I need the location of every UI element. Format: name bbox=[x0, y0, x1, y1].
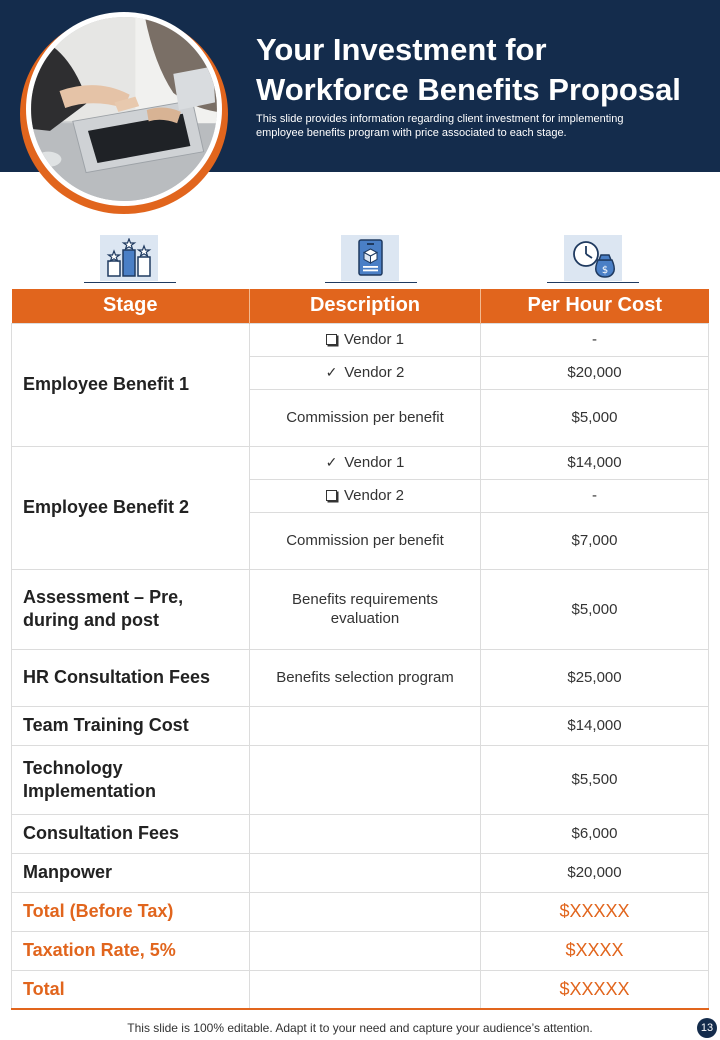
stage-cell bbox=[12, 569, 250, 649]
vendor-label: Vendor 1 bbox=[343, 331, 405, 348]
checkbox-unchecked-icon bbox=[326, 490, 337, 501]
stage-cell-taxation: Taxation Rate, 5% bbox=[12, 931, 250, 970]
document-cube-icon bbox=[341, 235, 399, 281]
stage-cell: Employee Benefit 2 bbox=[12, 446, 250, 569]
table-row bbox=[12, 892, 709, 931]
investment-table bbox=[11, 289, 709, 1010]
page-subtitle bbox=[256, 113, 696, 140]
stage-cell: Manpower bbox=[12, 853, 250, 892]
header-description: Description bbox=[250, 289, 481, 323]
vendor-label: Vendor 2 bbox=[344, 364, 405, 381]
description-cell: Commission per benefit bbox=[250, 389, 481, 446]
vendor-label: Vendor 1 bbox=[344, 454, 405, 471]
stage-cell: HR Consultation Fees bbox=[12, 649, 250, 706]
table-row bbox=[12, 323, 709, 356]
cost-cell: $14,000 bbox=[481, 446, 709, 479]
cost-cell-total: $XXXXX bbox=[481, 970, 709, 1009]
checkmark-icon: ✓ bbox=[325, 364, 338, 380]
table-header-row bbox=[12, 289, 709, 323]
page-title bbox=[256, 30, 706, 110]
cost-cell-taxation: $XXXX bbox=[481, 931, 709, 970]
clock-money-bag-icon bbox=[564, 235, 622, 281]
icon-underline-1 bbox=[84, 282, 176, 283]
header-stage: Stage bbox=[12, 289, 250, 323]
stage-cell-total-before-tax: Total (Before Tax) bbox=[12, 892, 250, 931]
table-row bbox=[12, 931, 709, 970]
description-cell bbox=[250, 814, 481, 853]
cost-cell: $5,500 bbox=[481, 745, 709, 814]
cost-cell: $7,000 bbox=[481, 512, 709, 569]
stage-line-1: Technology bbox=[23, 757, 123, 778]
description-cell bbox=[250, 970, 481, 1009]
title-line-2: Workforce Benefits Proposal bbox=[256, 72, 681, 107]
title-line-1: Your Investment for bbox=[256, 32, 547, 67]
stage-cell: Employee Benefit 1 bbox=[12, 323, 250, 446]
vendor-label: Vendor 2 bbox=[343, 487, 405, 504]
table-row bbox=[12, 649, 709, 706]
cost-cell: $5,000 bbox=[481, 569, 709, 649]
cost-cell: - bbox=[481, 479, 709, 512]
subtitle-line-2: employee benefits program with price associated to each stage. bbox=[256, 126, 567, 139]
description-cell bbox=[250, 931, 481, 970]
cost-cell-total-before-tax: $XXXXX bbox=[481, 892, 709, 931]
icon-underline-2 bbox=[325, 282, 417, 283]
cost-cell: $25,000 bbox=[481, 649, 709, 706]
description-line-1: Benefits requirements bbox=[292, 591, 438, 608]
description-cell bbox=[250, 853, 481, 892]
table-row bbox=[12, 814, 709, 853]
checkmark-icon: ✓ bbox=[325, 454, 338, 470]
header-cost: Per Hour Cost bbox=[481, 289, 709, 323]
description-cell bbox=[250, 356, 481, 389]
description-line-2: evaluation bbox=[330, 610, 400, 627]
description-cell bbox=[250, 446, 481, 479]
stage-line-2: during and post bbox=[23, 610, 159, 630]
icon-underline-3 bbox=[547, 282, 639, 283]
checkbox-unchecked-icon bbox=[326, 334, 337, 345]
cost-cell: $20,000 bbox=[481, 356, 709, 389]
footer-note: This slide is 100% editable. Adapt it to your need and capture your audience’s attention. bbox=[127, 1021, 593, 1035]
description-cell bbox=[250, 892, 481, 931]
description-cell: Commission per benefit bbox=[250, 512, 481, 569]
stage-line-2: Implementation bbox=[23, 780, 157, 801]
stage-cell bbox=[12, 745, 250, 814]
svg-text:$: $ bbox=[601, 265, 609, 276]
table-row bbox=[12, 569, 709, 649]
table-row bbox=[12, 706, 709, 745]
description-cell bbox=[250, 706, 481, 745]
cost-cell: $20,000 bbox=[481, 853, 709, 892]
description-cell: Benefits selection program bbox=[250, 649, 481, 706]
description-cell bbox=[250, 479, 481, 512]
stage-cell: Consultation Fees bbox=[12, 814, 250, 853]
stage-cell: Team Training Cost bbox=[12, 706, 250, 745]
cost-cell: $6,000 bbox=[481, 814, 709, 853]
cost-cell: - bbox=[481, 323, 709, 356]
subtitle-line-1: This slide provides information regarding client investment for implementing bbox=[256, 113, 624, 125]
business-meeting-illustration bbox=[31, 17, 217, 201]
table-row bbox=[12, 853, 709, 892]
podium-stars-icon bbox=[100, 235, 158, 281]
stage-cell-total: Total bbox=[12, 970, 250, 1009]
stage-line-1: Assessment – Pre, bbox=[23, 587, 184, 607]
cost-cell: $14,000 bbox=[481, 706, 709, 745]
description-cell bbox=[250, 323, 481, 356]
table-row bbox=[12, 745, 709, 814]
header-photo bbox=[26, 12, 222, 206]
description-cell bbox=[250, 745, 481, 814]
table-row bbox=[12, 446, 709, 479]
cost-cell: $5,000 bbox=[481, 389, 709, 446]
description-cell bbox=[250, 569, 481, 649]
page-number-badge: 13 bbox=[697, 1018, 717, 1038]
table-row bbox=[12, 970, 709, 1009]
